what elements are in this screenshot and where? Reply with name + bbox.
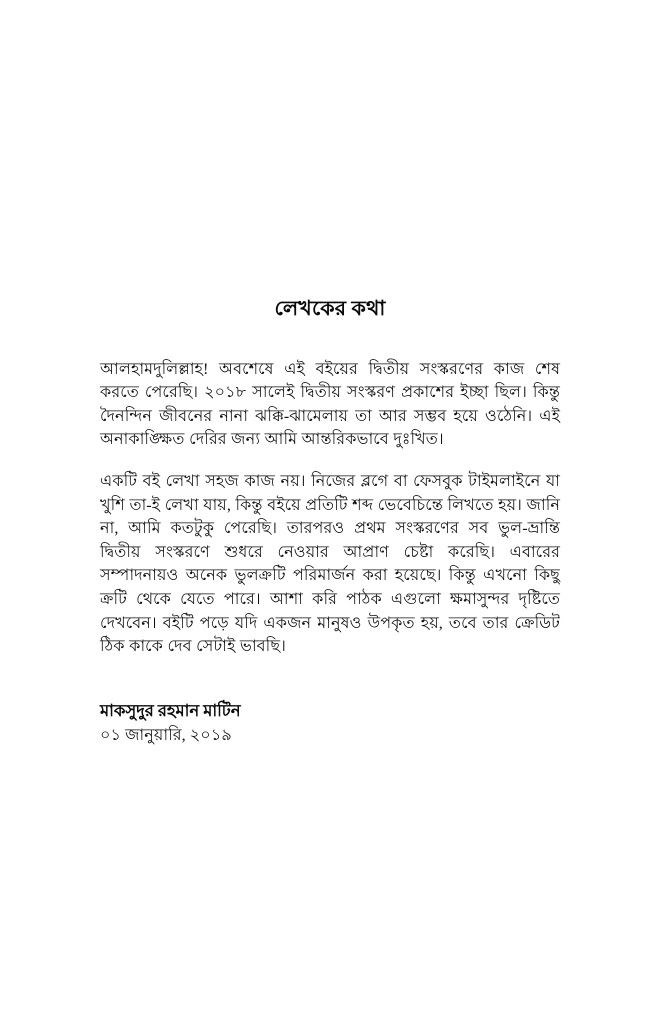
page-content [100, 296, 560, 747]
signature-date: ০১ জানুয়ারি, ২০১৯ [100, 725, 232, 744]
signature-block [100, 699, 560, 747]
author-name: মাকসুদুর রহমান মাটিন [100, 700, 241, 720]
page-title: লেখকের কথা [274, 298, 386, 320]
body-paragraph-1: আলহামদুলিল্লাহ! অবশেষে এই বইয়ের দ্বিতীয় সংস্করণের কাজ শেষ করতে পেরেছি। ২০১৮ সালেই দ্বিতীয় সংস্করণ প্রকাশের ইচ্ছা ছিল। কিন্তু দৈনন্দিন জীবনের নানা ঝক্কি-ঝামেলায় তা আর সম্ভব হয়ে ওঠেনি। এই অনাকাঙ্ক্ষিত দেরির জন্য আমি আন্তরিকভাবে দুঃখিত। [100, 359, 560, 449]
body-paragraph-2: একটি বই লেখা সহজ কাজ নয়। নিজের ব্লগে বা ফেসবুক টাইমলাইনে যা খুশি তা-ই লেখা যায়, কিন্তু বইয়ে প্রতিটি শব্দ ভেবেচিন্তে লিখতে হয়। জানি না, আমি কতটুকু পেরেছি। তারপরও প্রথম সংস্করণের সব ভুল-ভ্রান্তি দ্বিতীয় সংস্করণে শুধরে নেওয়ার আপ্রাণ চেষ্টা করেছি। এবারের সম্পাদনায়ও অনেক ভুলক্রটি পরিমার্জন করা হয়েছে। কিন্তু এখনো কিছু ক্রটি থেকে যেতে পারে। আশা করি পাঠক এগুলো ক্ষমাসুন্দর দৃষ্টিতে দেখবেন। বইটি পড়ে যদি একজন মানুষও উপকৃত হয়, তবে তার ক্রেডিট ঠিক কাকে দেব সেটাই ভাবছি। [100, 472, 560, 656]
